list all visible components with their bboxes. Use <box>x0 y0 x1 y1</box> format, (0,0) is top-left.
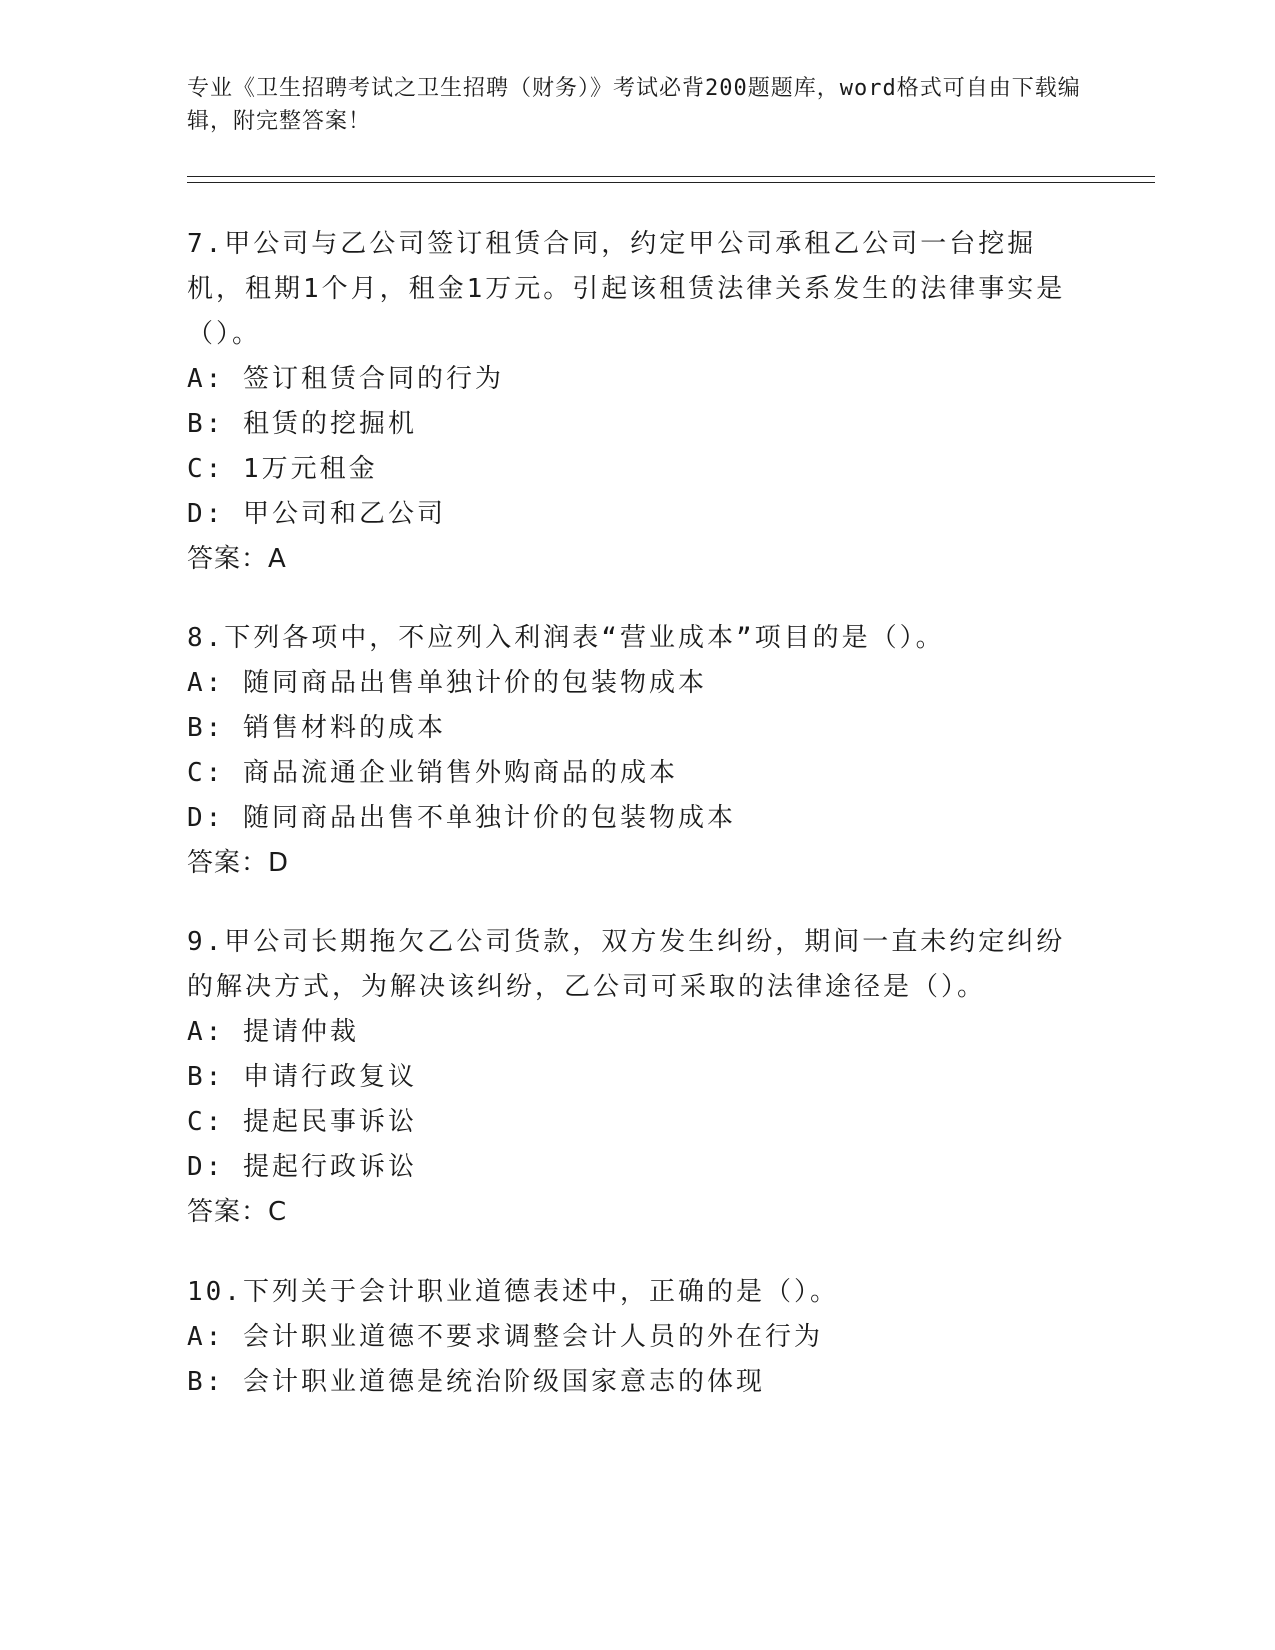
option-b: B: 申请行政复议 <box>187 1062 417 1092</box>
question-9 <box>187 920 1067 1235</box>
option-a: A: 随同商品出售单独计价的包装物成本 <box>187 668 707 698</box>
header-divider-bottom <box>187 182 1155 183</box>
option-b: B: 会计职业道德是统治阶级国家意志的体现 <box>187 1367 765 1397</box>
question-stem: 7.甲公司与乙公司签订租赁合同，约定甲公司承租乙公司一台挖掘机，租期1个月，租金1万元。引起该租赁法律关系发生的法律事实是（）。 <box>187 229 1066 349</box>
option-a: A: 提请仲裁 <box>187 1017 359 1047</box>
option-a: A: 会计职业道德不要求调整会计人员的外在行为 <box>187 1322 823 1352</box>
option-d: D: 随同商品出售不单独计价的包装物成本 <box>187 803 736 833</box>
option-c: C: 提起民事诉讼 <box>187 1107 417 1137</box>
question-stem: 10.下列关于会计职业道德表述中，正确的是（）。 <box>187 1277 839 1307</box>
header-divider-top <box>187 176 1155 177</box>
option-d: D: 甲公司和乙公司 <box>187 499 446 529</box>
question-10 <box>187 1270 1067 1405</box>
answer: 答案：D <box>187 848 290 878</box>
option-c: C: 1万元租金 <box>187 454 378 484</box>
option-a: A: 签订租赁合同的行为 <box>187 364 504 394</box>
document-header: 专业《卫生招聘考试之卫生招聘（财务）》考试必背200题题库，word格式可自由下载编辑，附完整答案！ <box>187 76 1081 134</box>
option-d: D: 提起行政诉讼 <box>187 1152 417 1182</box>
option-b: B: 销售材料的成本 <box>187 713 446 743</box>
question-stem: 9.甲公司长期拖欠乙公司货款，双方发生纠纷，期间一直未约定纠纷的解决方式，为解决该纠纷，乙公司可采取的法律途径是（）。 <box>187 927 1066 1002</box>
option-b: B: 租赁的挖掘机 <box>187 409 417 439</box>
answer: 答案：A <box>187 544 287 574</box>
answer: 答案：C <box>187 1197 288 1227</box>
question-stem: 8.下列各项中，不应列入利润表“营业成本”项目的是（）。 <box>187 623 945 653</box>
option-c: C: 商品流通企业销售外购商品的成本 <box>187 758 678 788</box>
question-7 <box>187 222 1067 582</box>
question-8 <box>187 616 1067 886</box>
